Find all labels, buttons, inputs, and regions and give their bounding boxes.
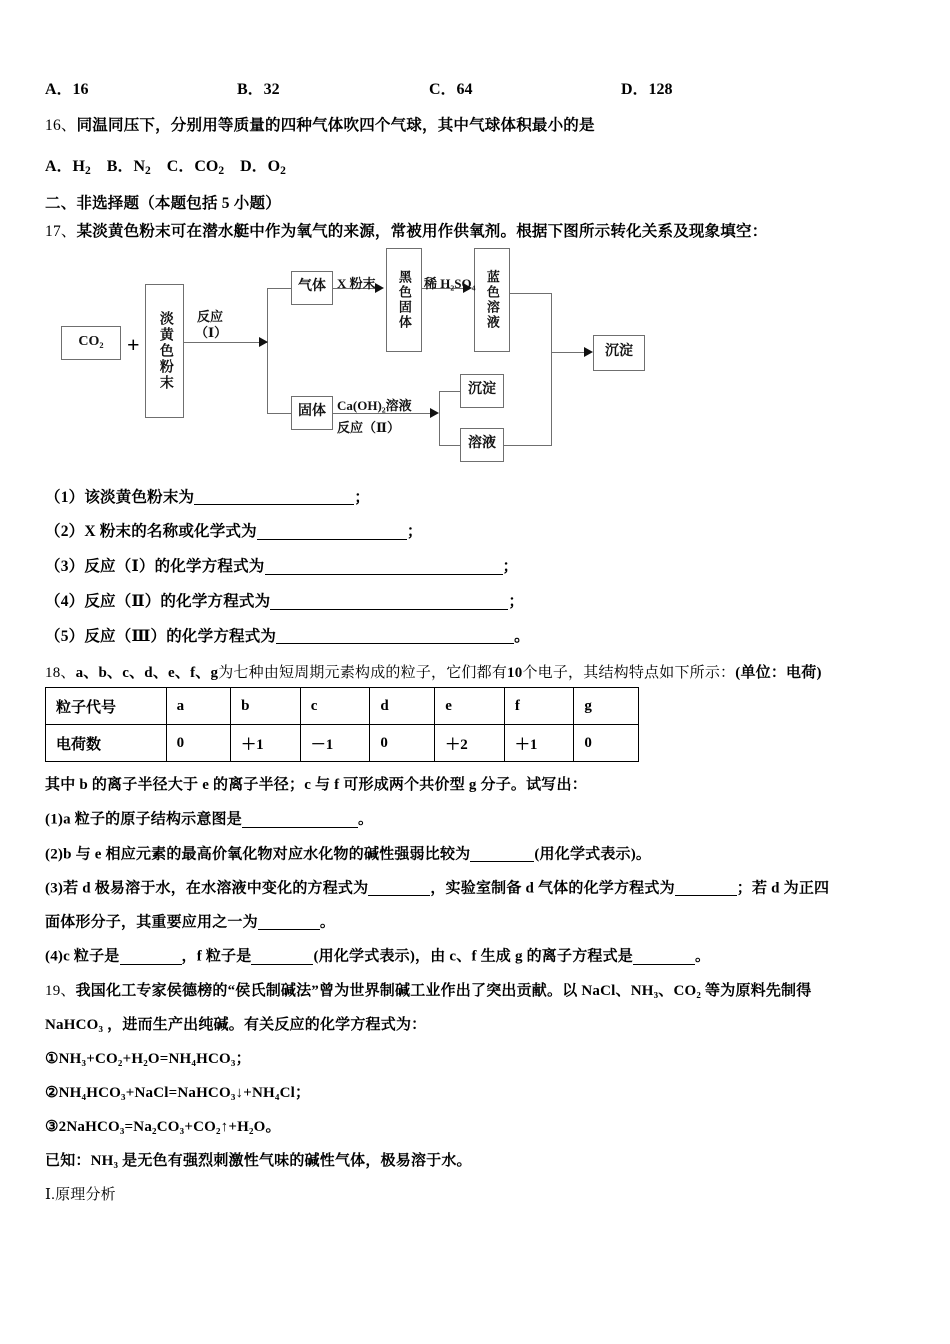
flow-line-blue-to-merge [510, 293, 552, 294]
q16-choice-d[interactable]: D．$O_2$ [240, 157, 286, 177]
table-cell-charge-e: ＋2 [435, 725, 505, 762]
q16-choice-a[interactable]: A．$H_2$ [45, 157, 91, 177]
table-cell-charge-a: 0 [166, 725, 231, 762]
section-2-heading: 二、非选择题（本题包括 5 小题） [45, 194, 281, 212]
q18-blank-input-4c[interactable] [633, 949, 695, 964]
flow-label-reaction2: 反应（Ⅱ） [337, 419, 400, 435]
q16-choice-b[interactable]: B．$N_2$ [106, 157, 151, 177]
flow-box-blue-solution: 蓝色溶液 [474, 248, 510, 352]
q17-blank-input-5[interactable] [276, 629, 514, 645]
q18-blank-input-3b[interactable] [675, 881, 737, 896]
q19-equation-2: ②NH₄HCO₃+NaCl=NaHCO₃↓+NH₄Cl； [45, 1084, 311, 1101]
flow-label-dilute-h2so4: 稀 H₂SO₄ [424, 275, 476, 291]
flow-box-pale-yellow-powder: 淡黄色粉末 [145, 284, 184, 418]
q17-blank-2: （2）X 粉末的名称或化学式为 ； [45, 523, 423, 541]
table-cell-code-f: f [504, 688, 574, 725]
q19-stem-line2: NaHCO₃ ，进而生产出纯碱。有关反应的化学方程式为： [45, 1016, 427, 1033]
flow-label-caoh2-solution: Ca(OH)₂溶液 [337, 397, 412, 413]
flow-box-co2: CO₂ [61, 326, 121, 360]
q17-blank-1: （1）该淡黄色粉末为 ； [45, 488, 370, 506]
q15-choice-b[interactable]: B．32 [237, 81, 280, 98]
table-label-charge: 电荷数 [46, 725, 167, 762]
q19-part-1-heading: Ⅰ.原理分析 [45, 1186, 116, 1203]
q17-blank-input-4[interactable] [270, 594, 508, 610]
q18-blank-input-4a[interactable] [120, 949, 182, 964]
q19-equation-1: ①NH₃+CO₂+H₂O=NH₄HCO₃； [45, 1050, 251, 1067]
q19-known-note: 已知：NH₃ 是无色有强烈刺激性气味的碱性气体，极易溶于水。 [45, 1152, 472, 1169]
q16-number: 16、 [45, 117, 77, 134]
page-content [45, 76, 913, 1203]
q19-equation-3: ③2NaHCO₃=Na₂CO₃+CO₂↑+H₂O。 [45, 1118, 281, 1135]
q18-particle-table [45, 687, 639, 762]
flow-box-black-solid: 黑色固体 [386, 248, 422, 352]
flow-line-to-solution-mid [439, 445, 460, 446]
flow-label-reaction1-bottom: （Ⅰ） [195, 324, 228, 340]
flow-line-solution-to-merge [504, 445, 552, 446]
q18-stem: 18、a、b、c、d、e、f、g为七种由短周期元素构成的粒子，它们都有10个电子，其结构特点如下所示：(单位：电荷) [45, 665, 822, 682]
q18-sub-4: (4)c 粒子是 ，f 粒子是 (用化学式表示)，由 c、f 生成 g 的离子方程式是 。 [45, 948, 711, 965]
q15-choices-row [45, 76, 913, 99]
flow-line-branch2-vertical [439, 391, 440, 446]
flow-label-reaction1-top: 反应 [197, 308, 224, 324]
flow-box-gas: 气体 [291, 271, 333, 305]
q18-sub-3-line1: (3)若 d 极易溶于水，在水溶液中变化的方程式为 ，实验室制备 d 气体的化学方程式为 ；若 d 为正四 [45, 880, 830, 897]
q18-sub-2: (2)b 与 e 相应元素的最高价氧化物对应水化物的碱性强弱比较为 (用化学式表示)。 [45, 845, 652, 862]
q19-stem-text: 我国化工专家侯德榜的“侯氏制碱法”曾为世界制碱工业作出了突出贡献。以 NaCl、NH₃、CO₂ 等为原料先制得 [75, 982, 812, 999]
q18-sub-3-line2: 面体形分子，其重要应用之一为 。 [45, 914, 336, 931]
q17-blank-3: （3）反应（Ⅰ）的化学方程式为 ； [45, 558, 519, 576]
q19-stem-line1 [45, 984, 913, 999]
table-row-codes [46, 688, 639, 725]
q15-choice-d[interactable]: D．128 [621, 81, 673, 98]
table-cell-code-d: d [370, 688, 435, 725]
q18-condition: 其中 b 的离子半径大于 e 的离子半径；c 与 f 可形成两个共价型 g 分子。试写出： [45, 777, 587, 794]
q17-stem [45, 224, 913, 240]
q15-choice-a[interactable]: A．16 [45, 81, 89, 98]
flow-line-to-solid [267, 413, 291, 414]
q15-choice-c[interactable]: C．64 [429, 81, 473, 98]
q17-blank-4: （4）反应（Ⅱ）的化学方程式为 ； [45, 593, 525, 611]
q17-number: 17、 [45, 223, 77, 241]
flow-box-precipitate-mid: 沉淀 [460, 374, 504, 408]
q17-blank-input-3[interactable] [265, 559, 503, 575]
flow-line-merge-vertical [551, 293, 552, 446]
q16-choices-row [45, 153, 913, 177]
table-cell-code-b: b [231, 688, 301, 725]
flow-arrow-x-powder [375, 283, 384, 293]
table-cell-code-c: c [300, 688, 370, 725]
q17-stem-text: 某淡黄色粉末可在潜水艇中作为氧气的来源，常被用作供氧剂。根据下图所示转化关系及现象填空： [76, 223, 768, 241]
flow-box-solution-mid: 溶液 [460, 428, 504, 462]
q18-blank-input-1[interactable] [242, 812, 358, 827]
q17-blank-input-2[interactable] [257, 524, 407, 540]
flow-box-precipitate-right: 沉淀 [593, 335, 645, 371]
q18-blank-input-2[interactable] [470, 847, 534, 862]
q18-blank-input-4b[interactable] [251, 949, 313, 964]
q18-number: 18、 [45, 665, 76, 682]
flow-line-to-precipitate-mid [439, 391, 460, 392]
flow-line-reaction1 [184, 342, 267, 343]
q18-blank-input-3c[interactable] [258, 915, 320, 930]
q18-sub-1: (1)a 粒子的原子结构示意图是 。 [45, 811, 374, 828]
flow-arrow-caoh2 [430, 408, 439, 418]
table-cell-charge-f: ＋1 [504, 725, 574, 762]
flow-arrow-final-precipitate [584, 347, 593, 357]
q16-choice-c[interactable]: C．$CO_2$ [166, 157, 225, 177]
table-row-charges [46, 725, 639, 762]
flow-box-solid: 固体 [291, 396, 333, 430]
q17-flowchart [45, 248, 913, 476]
q16-stem-text: 同温同压下，分别用等质量的四种气体吹四个气球，其中气球体积最小的是 [76, 117, 595, 134]
flow-line-to-gas [267, 288, 291, 289]
q16-stem [45, 118, 913, 134]
table-cell-charge-c: －1 [300, 725, 370, 762]
q17-blank-5: （5）反应（Ⅲ）的化学方程式为 。 [45, 627, 530, 645]
table-cell-charge-g: 0 [574, 725, 639, 762]
table-cell-code-g: g [574, 688, 639, 725]
flow-label-x-powder: X 粉末 [337, 275, 376, 291]
flow-line-split-vertical [267, 288, 268, 414]
q19-number: 19、 [45, 982, 76, 999]
table-cell-charge-d: 0 [370, 725, 435, 762]
flow-plus-sign: + [127, 331, 140, 357]
q18-blank-input-3a[interactable] [368, 881, 430, 896]
table-cell-code-a: a [166, 688, 231, 725]
table-label-particle-code: 粒子代号 [46, 688, 167, 725]
table-cell-charge-b: ＋1 [231, 725, 301, 762]
q17-blank-input-1[interactable] [194, 490, 354, 506]
flow-arrow-reaction1 [259, 337, 268, 347]
table-cell-code-e: e [435, 688, 505, 725]
